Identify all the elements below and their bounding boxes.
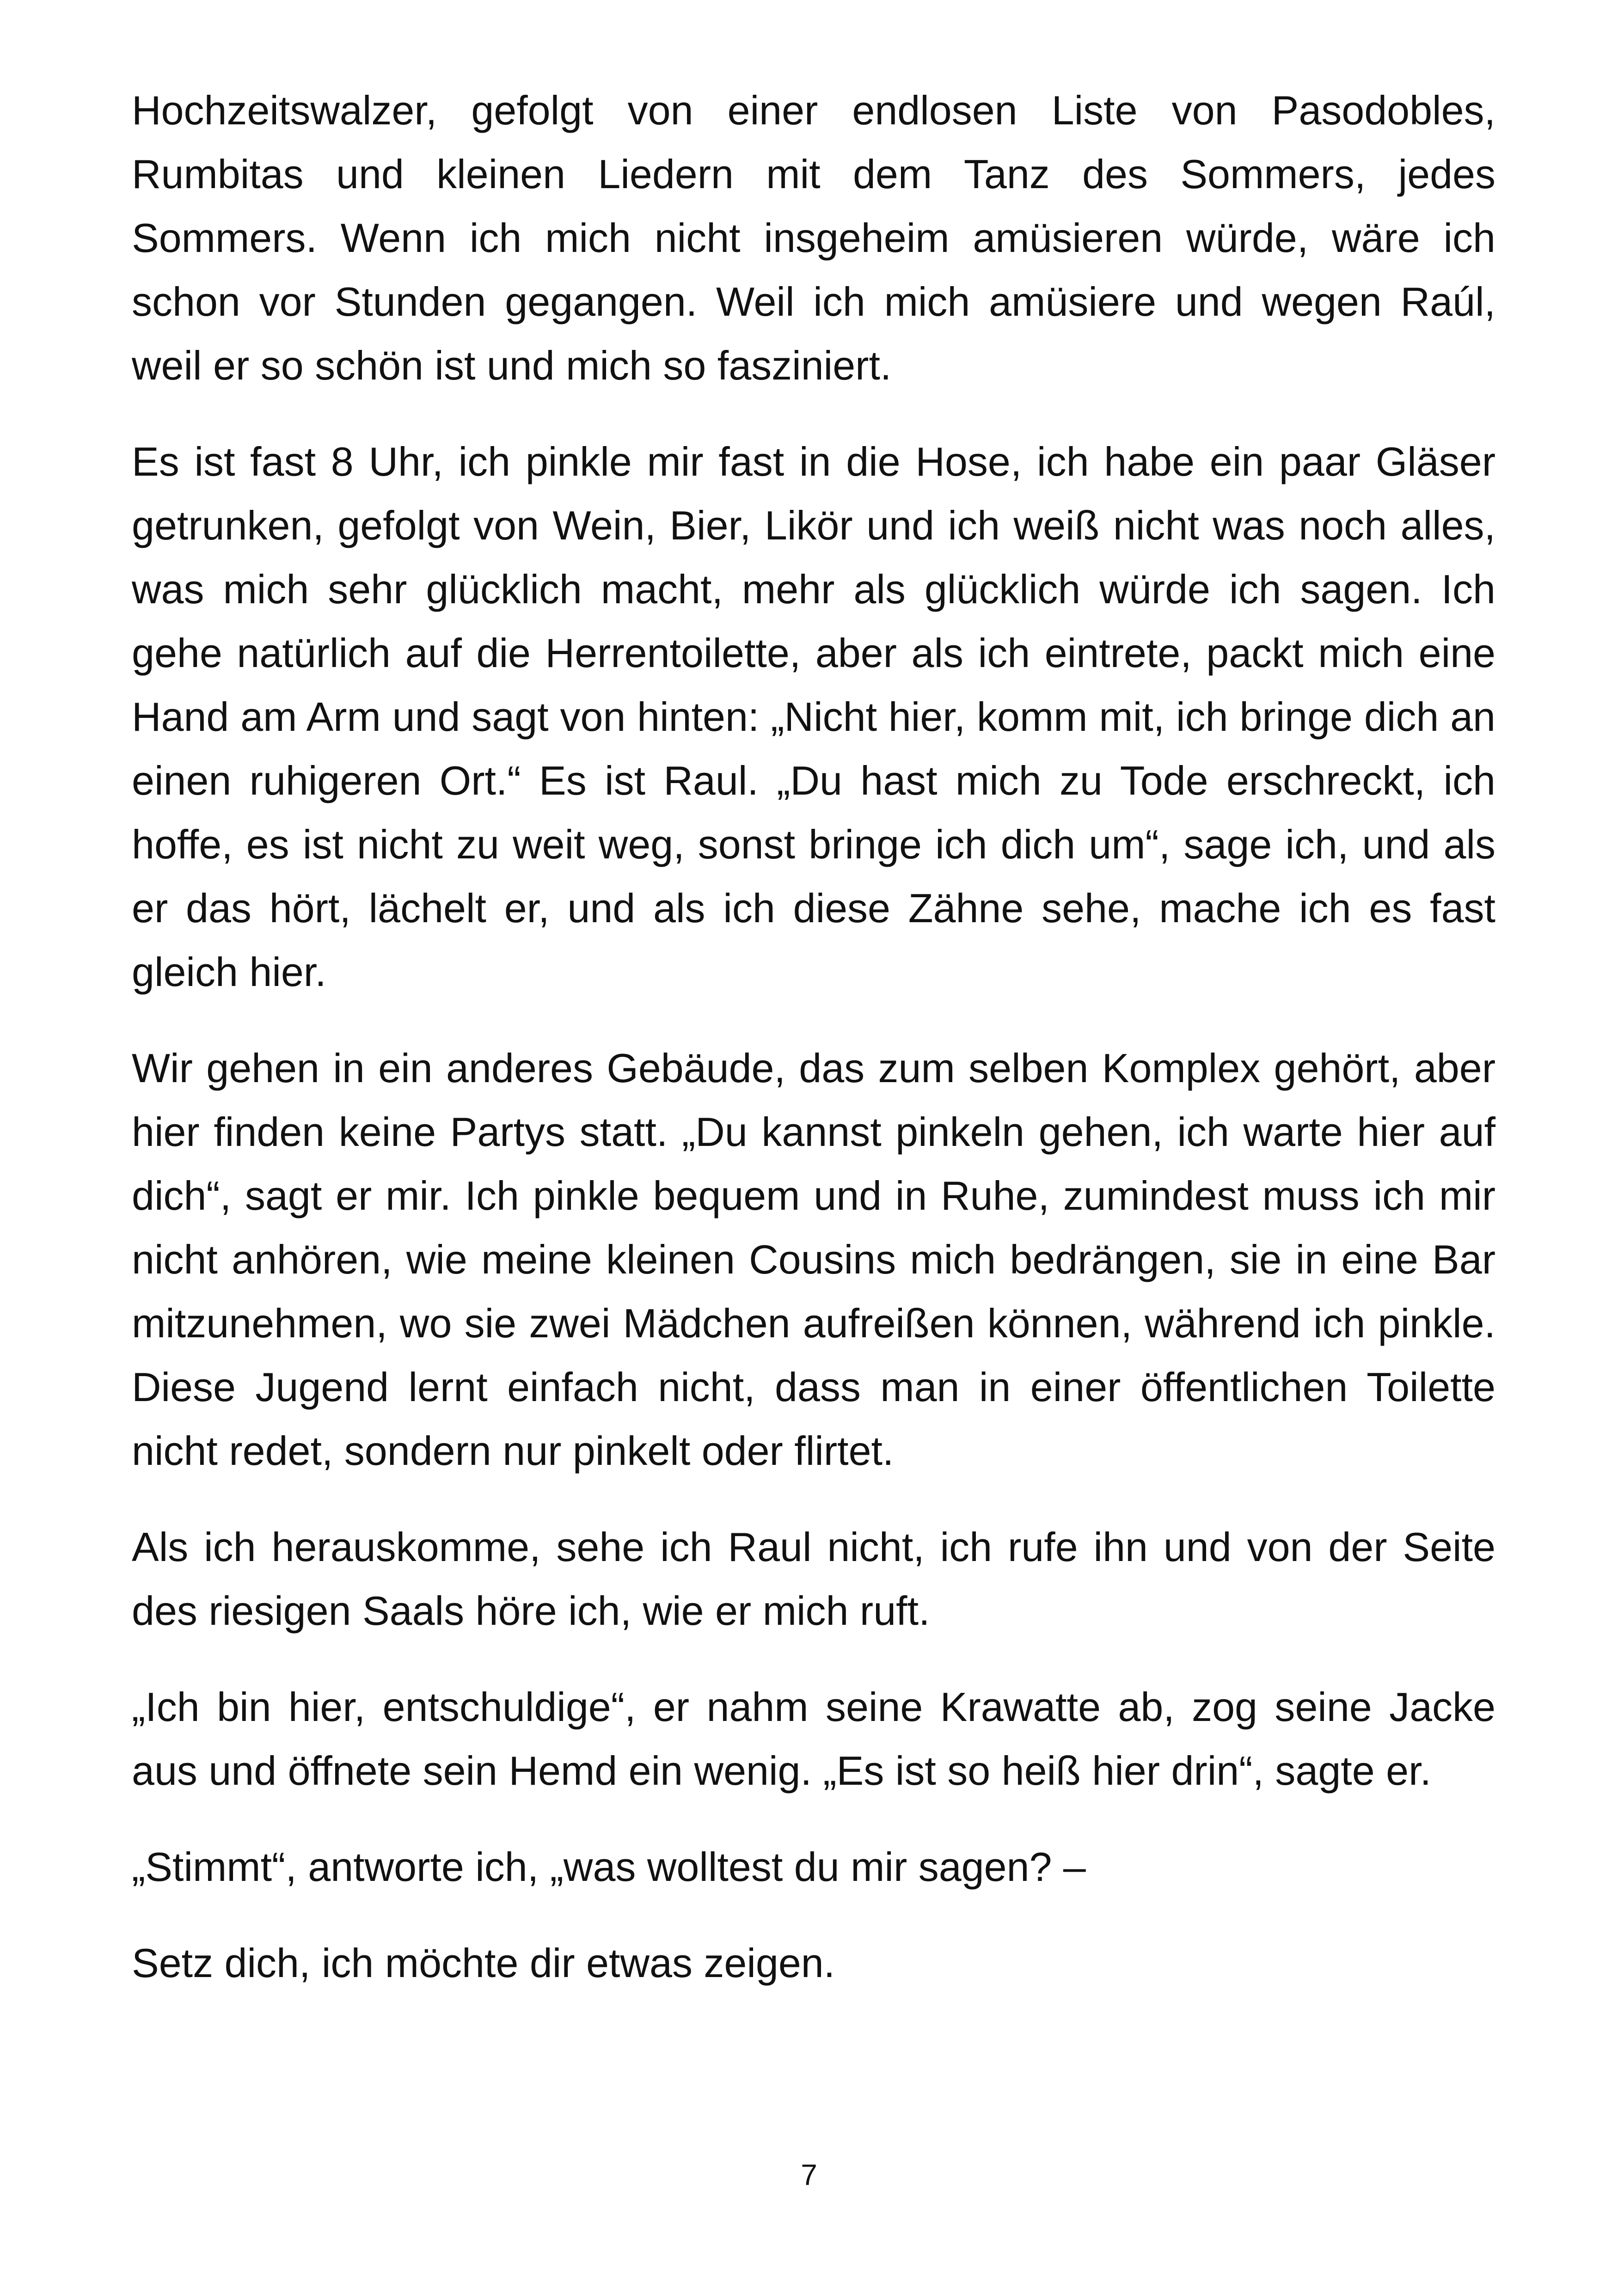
paragraph-5: „Ich bin hier, entschuldige“, er nahm seine Krawatte ab, zog seine Jacke aus und öffnete sein Hemd ein wenig. „Es ist so heiß hier drin“, sagte er. xyxy=(132,1684,1495,1794)
paragraph-4: Als ich herauskomme, sehe ich Raul nicht, ich rufe ihn und von der Seite des riesigen Saals höre ich, wie er mich ruft. xyxy=(132,1524,1495,1634)
paragraph-6: „Stimmt“, antworte ich, „was wolltest du mir sagen? – xyxy=(132,1844,1086,1890)
page-number: 7 xyxy=(801,2158,817,2192)
paragraph-2: Es ist fast 8 Uhr, ich pinkle mir fast in die Hose, ich habe ein paar Gläser getrunken, gefolgt von Wein, Bier, Likör und ich weiß nicht was noch alles, was mich sehr glücklich macht, mehr als glücklich würde ich sagen. Ich gehe natürlich auf die Herrentoilette, aber als ich eintrete, packt mich eine Hand am Arm und sagt von hinten: „Nicht hier, komm mit, ich bringe dich an einen ruhigeren Ort.“ Es ist Raul. „Du hast mich zu Tode erschreckt, ich hoffe, es ist nicht zu weit weg, sonst bringe ich dich um“, sage ich, und als er das hört, lächelt er, und als ich diese Zähne sehe, mache ich es fast gleich hier. xyxy=(132,439,1495,995)
text-body xyxy=(132,79,1495,1995)
paragraph-1: Hochzeitswalzer, gefolgt von einer endlosen Liste von Pasodobles, Rumbitas und kleinen Liedern mit dem Tanz des Sommers, jedes Sommers. Wenn ich mich nicht insgeheim amüsieren würde, wäre ich schon vor Stunden gegangen. Weil ich mich amüsiere und wegen Raúl, weil er so schön ist und mich so fasziniert. xyxy=(132,87,1495,388)
paragraph-3: Wir gehen in ein anderes Gebäude, das zum selben Komplex gehört, aber hier finden keine Partys statt. „Du kannst pinkeln gehen, ich warte hier auf dich“, sagt er mir. Ich pinkle bequem und in Ruhe, zumindest muss ich mir nicht anhören, wie meine kleinen Cousins mich bedrängen, sie in eine Bar mitzunehmen, wo sie zwei Mädchen aufreißen können, während ich pinkle. Diese Jugend lernt einfach nicht, dass man in einer öffentlichen Toilette nicht redet, sondern nur pinkelt oder flirtet. xyxy=(132,1045,1495,1474)
paragraph-7: Setz dich, ich möchte dir etwas zeigen. xyxy=(132,1940,835,1986)
